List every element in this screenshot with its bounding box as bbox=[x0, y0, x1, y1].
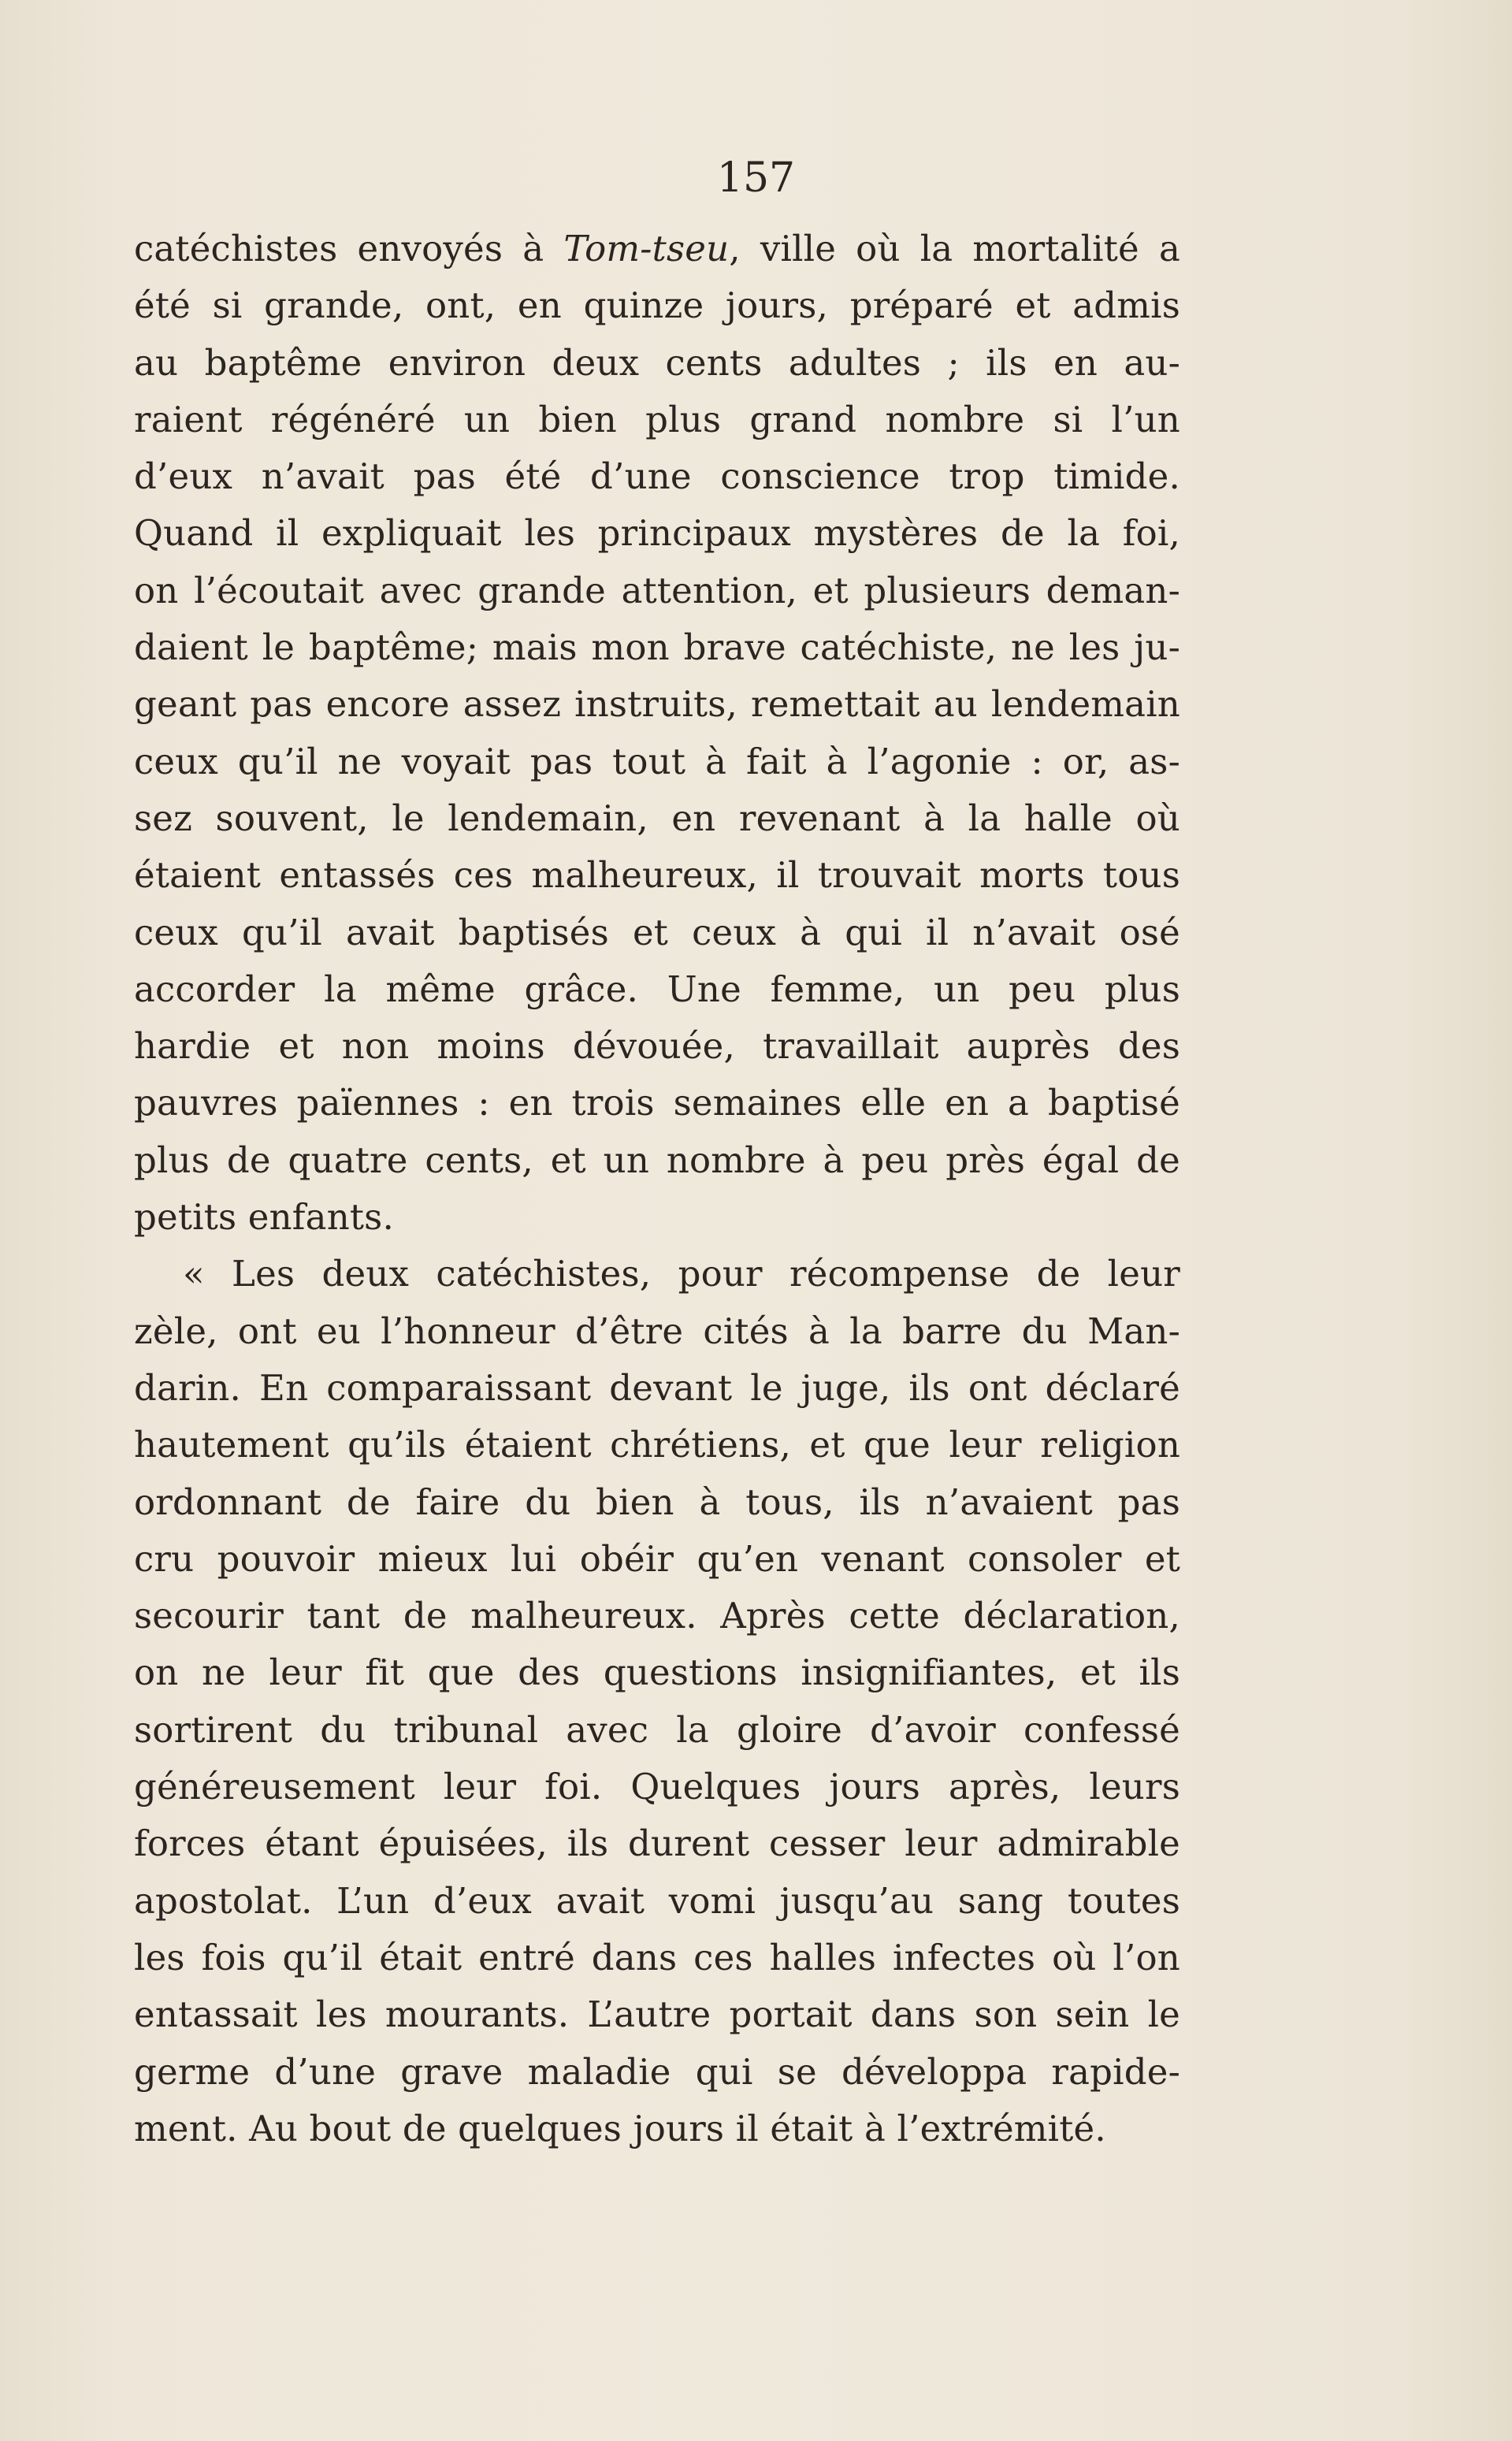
text-line-21: darin. En comparaissant devant le juge, ils ont déclaré bbox=[134, 1366, 1180, 1409]
place-name: Tom-tseu bbox=[563, 228, 730, 269]
text-line-32: entassait les mourants. L’autre portait dans son sein le bbox=[134, 1993, 1180, 2036]
body-text bbox=[134, 221, 1180, 2157]
text-line-16: pauvres païennes : en trois semaines elle en a baptisé bbox=[134, 1082, 1180, 1124]
text-line-7: on l’écoutait avec grande attention, et plusieurs deman- bbox=[134, 569, 1180, 611]
text-line-27: sortirent du tribunal avec la gloire d’avoir confessé bbox=[134, 1708, 1180, 1751]
text-line-6: Quand il expliquait les principaux mystères de la foi, bbox=[134, 512, 1180, 555]
text-line-3: au baptême environ deux cents adultes ; ils en au- bbox=[134, 341, 1180, 384]
text-line-20: zèle, ont eu l’honneur d’être cités à la barre du Man- bbox=[134, 1310, 1180, 1352]
text-line-17: plus de quatre cents, et un nombre à peu près égal de bbox=[134, 1139, 1180, 1181]
text-line-31: les fois qu’il était entré dans ces halles infectes où l’on bbox=[134, 1936, 1180, 1978]
text-line-23: ordonnant de faire du bien à tous, ils n’avaient pas bbox=[134, 1481, 1180, 1523]
text-line-4: raient régénéré un bien plus grand nombre si l’un bbox=[134, 398, 1180, 440]
text-line-11: sez souvent, le lendemain, en revenant à la halle où bbox=[134, 797, 1180, 839]
text-line-13: ceux qu’il avait baptisés et ceux à qui il n’avait osé bbox=[134, 911, 1180, 953]
text-line-22: hautement qu’ils étaient chrétiens, et que leur religion bbox=[134, 1424, 1180, 1466]
text-line-1: catéchistes envoyés à Tom-tseu, ville où la mortalité a bbox=[134, 228, 1180, 269]
text-line-29: forces étant épuisées, ils durent cesser leur admirable bbox=[134, 1822, 1180, 1865]
text-line-24: cru pouvoir mieux lui obéir qu’en venant consoler et bbox=[134, 1537, 1180, 1580]
text-line-19: « Les deux catéchistes, pour récompense de leur bbox=[183, 1253, 1180, 1295]
text-line-30: apostolat. L’un d’eux avait vomi jusqu’au sang toutes bbox=[134, 1879, 1180, 1922]
page-number: 157 bbox=[716, 154, 796, 202]
text-line-28: généreusement leur foi. Quelques jours après, leurs bbox=[134, 1766, 1180, 1808]
text-line-9: geant pas encore assez instruits, remettait au lendemain bbox=[134, 683, 1180, 726]
text-line-26: on ne leur fit que des questions insignifiantes, et ils bbox=[134, 1651, 1180, 1694]
text-line-15: hardie et non moins dévouée, travaillait auprès des bbox=[134, 1025, 1180, 1068]
text-line-2: été si grande, ont, en quinze jours, préparé et admis bbox=[134, 284, 1180, 327]
text-line-34: ment. Au bout de quelques jours il était à l’extrémité. bbox=[134, 2107, 1106, 2149]
text-line-18: petits enfants. bbox=[134, 1196, 394, 1239]
text-line-10: ceux qu’il ne voyait pas tout à fait à l’agonie : or, as- bbox=[134, 740, 1180, 782]
text-line-5: d’eux n’avait pas été d’une conscience trop timide. bbox=[134, 455, 1180, 498]
text-line-8: daient le baptême; mais mon brave catéchiste, ne les ju- bbox=[134, 626, 1180, 669]
text-line-12: étaient entassés ces malheureux, il trouvait morts tous bbox=[134, 854, 1180, 897]
text-line-14: accorder la même grâce. Une femme, un peu plus bbox=[134, 968, 1180, 1010]
text-line-25: secourir tant de malheureux. Après cette déclaration, bbox=[134, 1595, 1180, 1637]
text-line-33: germe d’une grave maladie qui se développa rapide- bbox=[134, 2050, 1180, 2093]
